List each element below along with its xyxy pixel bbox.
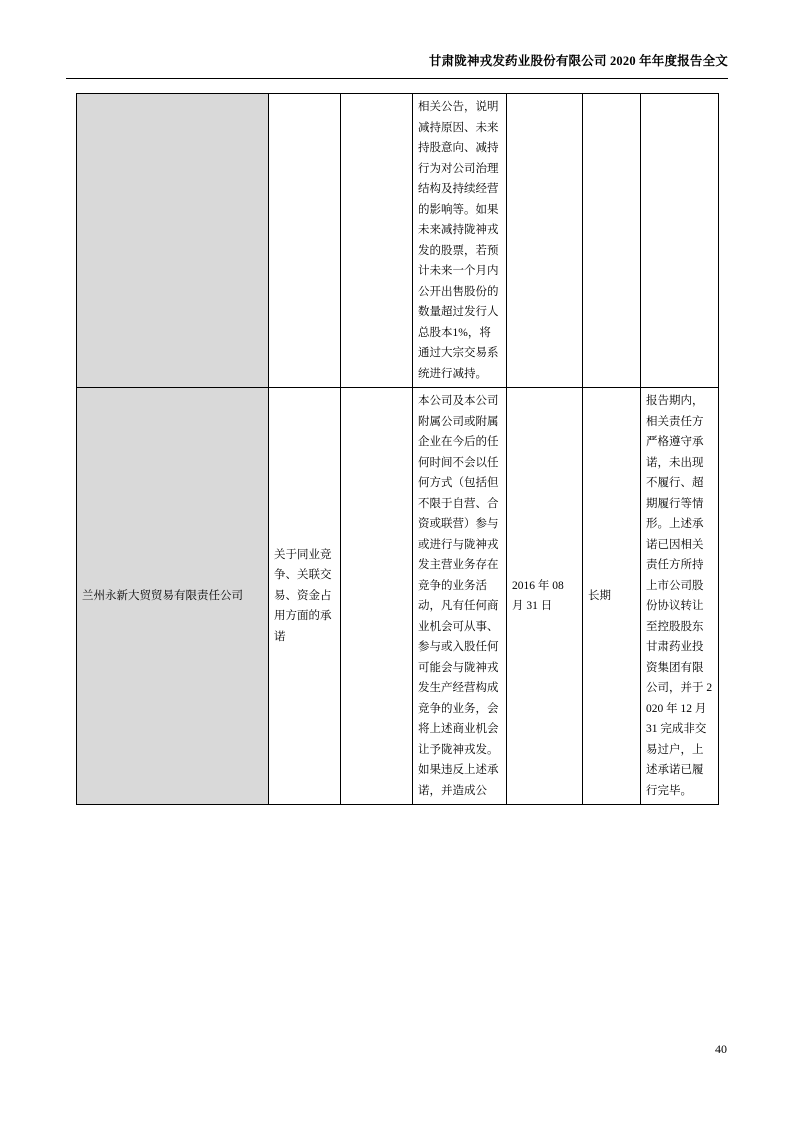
- cell-term: 长期: [583, 388, 641, 805]
- cell-term: [583, 94, 641, 388]
- page-number: 40: [715, 1042, 727, 1056]
- cell-commitment: 相关公告，说明减持原因、未来持股意向、减持行为对公司治理结构及持续经营的影响等。如果未来减持陇神戎发的股票，若预计未来一个月内公开出售股份的数量超过发行人总股本1%，将通过大宗交易系统进行减持。: [413, 94, 507, 388]
- page-header: 甘肃陇神戎发药业股份有限公司 2020 年年度报告全文: [428, 54, 728, 68]
- table-row: [77, 388, 719, 805]
- table-row: [77, 94, 719, 388]
- cell-date: [507, 94, 583, 388]
- cell-party: 兰州永新大贸贸易有限责任公司: [77, 388, 269, 805]
- cell-performance: 报告期内，相关责任方严格遵守承诺，未出现不履行、超期履行等情形。上述承诺已因相关责任方所持上市公司股份协议转让至控股股东甘肃药业投资集团有限公司，并于 2020 年 12 月 31 完成非交易过户，上述承诺已履行完毕。: [641, 388, 719, 805]
- cell-type: 关于同业竞争、关联交易、资金占用方面的承诺: [269, 388, 341, 805]
- commitments-table: [76, 93, 719, 805]
- cell-type: [269, 94, 341, 388]
- cell-content: [341, 388, 413, 805]
- cell-commitment: 本公司及本公司附属公司或附属企业在今后的任何时间不会以任何方式（包括但不限于自营、合资或联营）参与或进行与陇神戎发主营业务存在竞争的业务活动，凡有任何商业机会可从事、参与或入股任何可能会与陇神戎发生产经营构成竞争的业务，会将上述商业机会让予陇神戎发。如果违反上述承诺，并造成公: [413, 388, 507, 805]
- cell-performance: [641, 94, 719, 388]
- cell-date: 2016 年 08 月 31 日: [507, 388, 583, 805]
- header-divider: [66, 78, 728, 79]
- cell-party: [77, 94, 269, 388]
- cell-content: [341, 94, 413, 388]
